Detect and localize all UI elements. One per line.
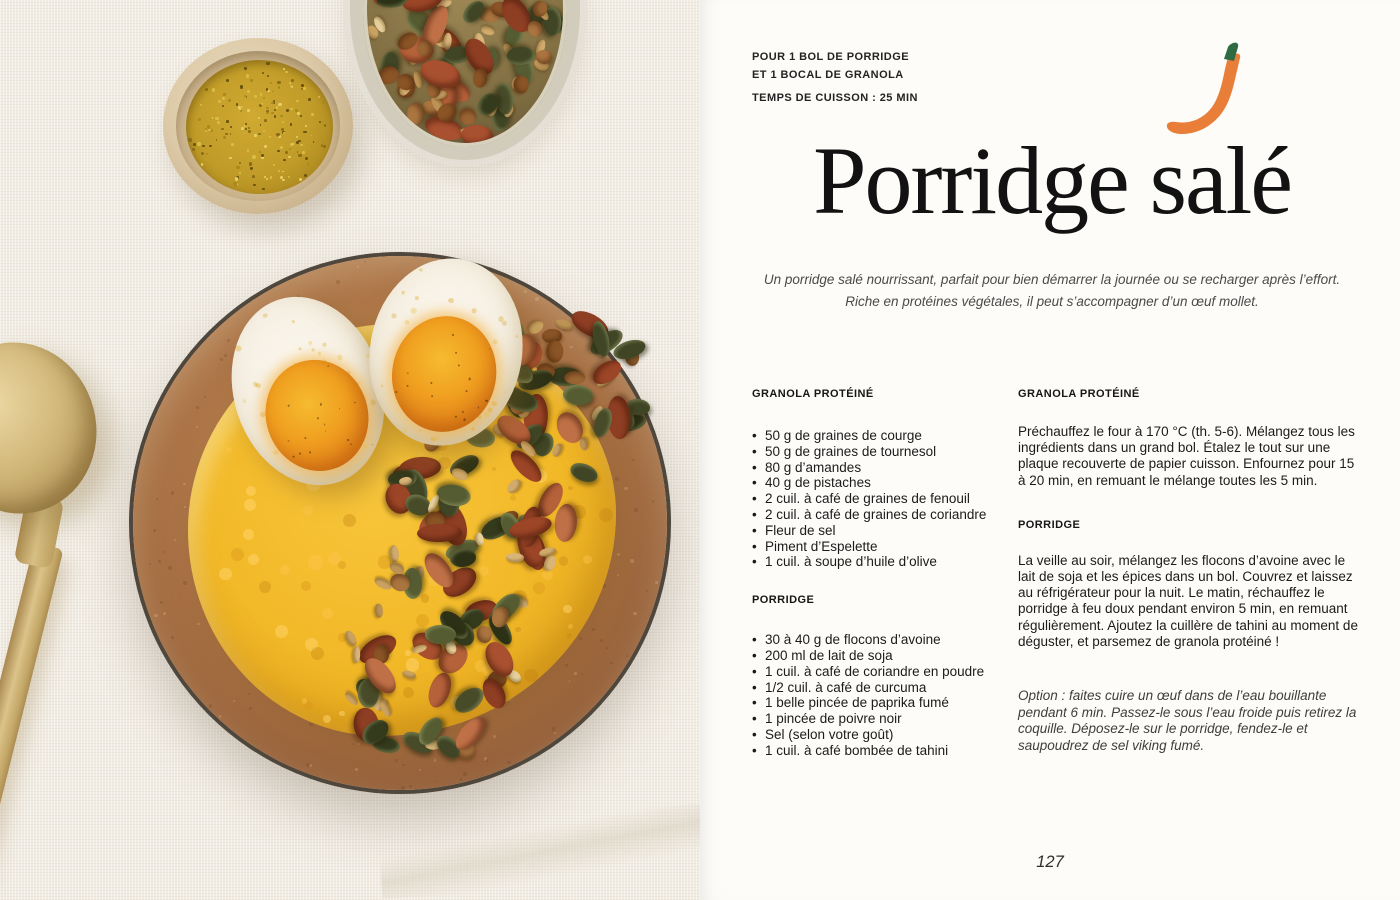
- ingredient-item: • 1 pincée de poivre noir: [752, 711, 1002, 727]
- ingredient-item: • Piment d’Espelette: [752, 539, 1002, 555]
- recipe-page: [700, 0, 1400, 900]
- ingredient-item: • 1/2 cuil. à café de curcuma: [752, 680, 1002, 696]
- steps-granola-text: Préchauffez le four à 170 °C (th. 5-6). Mélangez tous les ingrédients dans un grand bol. Étalez le tout sur une plaque recouverte de papier cuisson. Enfournez pour 15 à 20 min, en remuant le mélange toutes les 5 min.: [1018, 424, 1355, 488]
- ingredient-item: • 50 g de graines de courge: [752, 428, 1002, 444]
- recipe-title: Porridge salé: [813, 127, 1291, 234]
- ingredient-item: • 200 ml de lait de soja: [752, 648, 1002, 664]
- ingredient-item: • 30 à 40 g de flocons d’avoine: [752, 632, 1002, 648]
- intro-line-1: Un porridge salé nourrissant, parfait pour bien démarrer la journée ou se recharger après l’effort.: [763, 272, 1341, 287]
- ingredient-item: • 1 cuil. à café de coriandre en poudre: [752, 664, 1002, 680]
- ingredient-item: • 1 cuil. à café bombée de tahini: [752, 743, 1002, 759]
- ingredient-item: • 2 cuil. à café de graines de coriandre: [752, 507, 1002, 523]
- steps-porridge-text: La veille au soir, mélangez les flocons d’avoine avec le lait de soja et les épices dans un bol. Couvrez et laissez au réfrigérateur pour la nuit. Le matin, réchauffez le porridge à feu doux pendant environ 5 min, en remuant régulièrement. Ajoutez la cuillère de tahini au moment de déguster, et parsemez de granola protéiné !: [1018, 552, 1358, 649]
- granola-jar-seeds: [367, 0, 563, 143]
- ingredient-item: • 2 cuil. à café de graines de fenouil: [752, 491, 1002, 507]
- steps-granola-heading: GRANOLA PROTÉINÉ: [1018, 388, 1140, 400]
- page-number: 127: [1036, 853, 1064, 871]
- spice-bowl: [163, 38, 353, 214]
- recipe-meta: [752, 48, 1400, 107]
- recipe-intro: [752, 269, 1352, 312]
- ingredients-granola-list: [752, 428, 1002, 570]
- ingredient-item: • 1 cuil. à soupe d’huile d’olive: [752, 554, 1002, 570]
- meta-yield-line-1: POUR 1 BOL DE PORRIDGE: [752, 51, 909, 63]
- intro-line-2: Riche en protéines végétales, il peut s’accompagner d’un œuf mollet.: [845, 293, 1259, 309]
- steps-column: [1018, 384, 1358, 759]
- meta-yield-line-2: ET 1 BOCAL DE GRANOLA: [752, 69, 904, 81]
- ingredient-item: • 40 g de pistaches: [752, 475, 1002, 491]
- granola-cluster: [325, 555, 520, 770]
- gold-spoon-handle: [0, 542, 64, 900]
- option-note: Option : faites cuire un œuf dans de l’eau bouillante pendant 6 min. Passez-le sous l’eau froide puis retirez la coquille. Déposez-le sur le porridge, fendez-le et saupoudrez de sel viking fumé.: [1018, 688, 1357, 753]
- ingredients-porridge-list: [752, 632, 1002, 758]
- granola-jar: [350, 0, 580, 160]
- title-block: [752, 127, 1352, 234]
- ingredient-item: • Sel (selon votre goût): [752, 727, 1002, 743]
- linen-crease: [378, 803, 700, 899]
- meta-cook-time: TEMPS DE CUISSON : 25 MIN: [752, 92, 918, 104]
- ingredients-column: [752, 384, 1002, 759]
- chili-pepper-icon: [1162, 41, 1256, 143]
- ingredients-porridge-heading: PORRIDGE: [752, 594, 815, 607]
- yellow-spice-powder: [186, 60, 333, 194]
- recipe-columns: [752, 384, 1400, 759]
- ingredient-item: • 80 g d’amandes: [752, 460, 1002, 476]
- ingredient-item: • Fleur de sel: [752, 523, 1002, 539]
- ingredient-item: • 50 g de graines de tournesol: [752, 444, 1002, 460]
- ingredient-item: • 1 belle pincée de paprika fumé: [752, 695, 1002, 711]
- gold-spoon-head: [0, 324, 116, 531]
- ingredients-granola-heading: GRANOLA PROTÉINÉ: [752, 388, 874, 400]
- steps-porridge-heading: PORRIDGE: [1018, 518, 1081, 531]
